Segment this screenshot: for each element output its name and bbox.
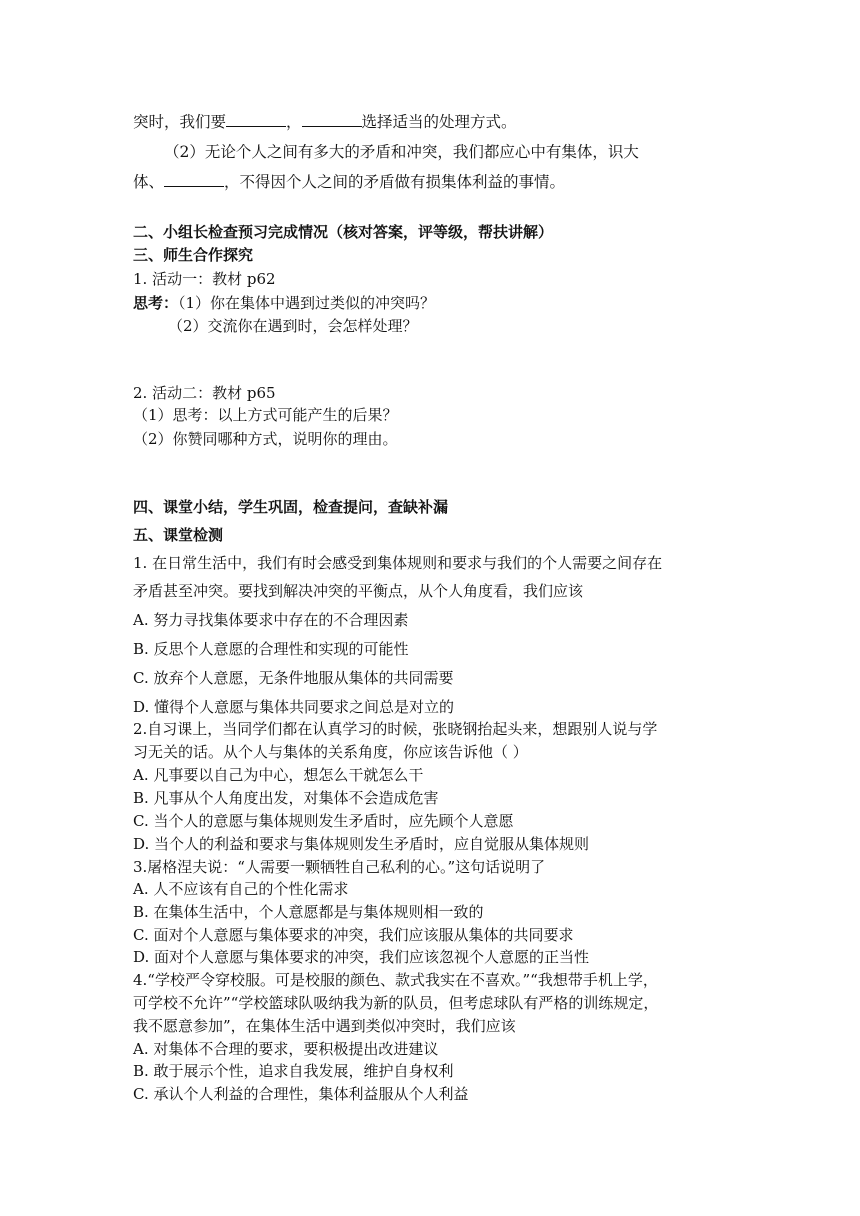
activity-1-title: 1. 活动一：教材 p62 — [133, 270, 276, 288]
section-heading-4: 四、课堂小结，学生巩固，检查提问，查缺补漏 — [133, 498, 449, 516]
question-2-option-c: C. 当个人的意愿与集体规则发生矛盾时，应先顾个人意愿 — [133, 812, 514, 830]
question-1-option-d: D. 懂得个人意愿与集体共同要求之间总是对立的 — [133, 698, 455, 716]
fill-in-line-2: （2）无论个人之间有多大的矛盾和冲突，我们都应心中有集体，识大 — [164, 143, 639, 161]
question-1-option-a: A. 努力寻找集体要求中存在的不合理因素 — [133, 611, 409, 629]
text-segment: 体、 — [133, 173, 165, 191]
question-3-option-c: C. 面对个人意愿与集体要求的冲突，我们应该服从集体的共同要求 — [133, 926, 574, 944]
fill-in-line-1 — [133, 112, 517, 132]
question-2-line-2: 习无关的话。从个人与集体的关系角度，你应该告诉他（ ） — [133, 743, 528, 761]
question-1-option-c: C. 放弃个人意愿，无条件地服从集体的共同需要 — [133, 669, 454, 687]
question-4-option-a: A. 对集体不合理的要求，要积极提出改进建议 — [133, 1040, 439, 1058]
question-3-option-b: B. 在集体生活中，个人意愿都是与集体规则相一致的 — [133, 903, 484, 921]
question-1-line-2: 矛盾甚至冲突。要找到解决冲突的平衡点，从个人角度看，我们应该 — [133, 582, 584, 600]
section-heading-2: 二、小组长检查预习完成情况（核对答案，评等级，帮扶讲解） — [133, 223, 554, 241]
answer-blank[interactable] — [164, 172, 224, 187]
question-3-option-d: D. 面对个人意愿与集体要求的冲突，我们应该忽视个人意愿的正当性 — [133, 948, 590, 966]
question-1-option-b: B. 反思个人意愿的合理性和实现的可能性 — [133, 640, 409, 658]
section-heading-3: 三、师生合作探究 — [133, 246, 254, 264]
activity-2-question-2: （2）你赞同哪种方式，说明你的理由。 — [133, 430, 398, 448]
question-2-line-1: 2.自习课上，当同学们都在认真学习的时候，张晓钢抬起头来，想跟别人说与学 — [133, 720, 658, 738]
activity-1-question-1 — [133, 293, 435, 313]
activity-2-title: 2. 活动二：教材 p65 — [133, 384, 276, 402]
activity-2-question-1: （1）思考：以上方式可能产生的后果？ — [133, 406, 398, 424]
question-4-line-3: 我不愿意参加”，在集体生活中遇到类似冲突时，我们应该 — [133, 1017, 516, 1035]
answer-blank[interactable] — [226, 112, 286, 127]
question-3-line-1: 3.屠格涅夫说：“人需要一颗牺牲自己私利的心。”这句话说明了 — [133, 858, 546, 876]
text-segment: ， — [286, 113, 302, 131]
answer-blank[interactable] — [302, 112, 362, 127]
question-4-line-1: 4.“学校严令穿校服。可是校服的颜色、款式我实在不喜欢。”“我想带手机上学， — [133, 971, 658, 989]
question-2-option-d: D. 当个人的利益和要求与集体规则发生矛盾时，应自觉服从集体规则 — [133, 835, 590, 853]
fill-in-line-3 — [133, 172, 565, 192]
question-4-option-c: C. 承认个人利益的合理性，集体利益服从个人利益 — [133, 1085, 469, 1103]
question-4-option-b: B. 敢于展示个性，追求自我发展，维护自身权利 — [133, 1062, 454, 1080]
question-2-option-a: A. 凡事要以自己为中心，想怎么干就怎么干 — [133, 766, 424, 784]
text-segment: （1）你在集体中遇到过类似的冲突吗？ — [178, 294, 436, 312]
question-3-option-a: A. 人不应该有自己的个性化需求 — [133, 880, 349, 898]
activity-1-question-2: （2）交流你在遇到时，会怎样处理？ — [168, 317, 418, 335]
section-heading-5: 五、课堂检测 — [133, 526, 224, 544]
think-label: 思考： — [133, 294, 179, 312]
question-1-line-1: 1. 在日常生活中，我们有时会感受到集体规则和要求与我们的个人需要之间存在 — [133, 554, 663, 572]
text-segment: 选择适当的处理方式。 — [361, 113, 517, 131]
question-2-option-b: B. 凡事从个人角度出发，对集体不会造成危害 — [133, 789, 439, 807]
question-4-line-2: 可学校不允许”“学校篮球队吸纳我为新的队员，但考虑球队有严格的训练规定， — [133, 994, 659, 1012]
text-segment: 突时，我们要 — [133, 113, 227, 131]
text-segment: ，不得因个人之间的矛盾做有损集体利益的事情。 — [224, 173, 566, 191]
